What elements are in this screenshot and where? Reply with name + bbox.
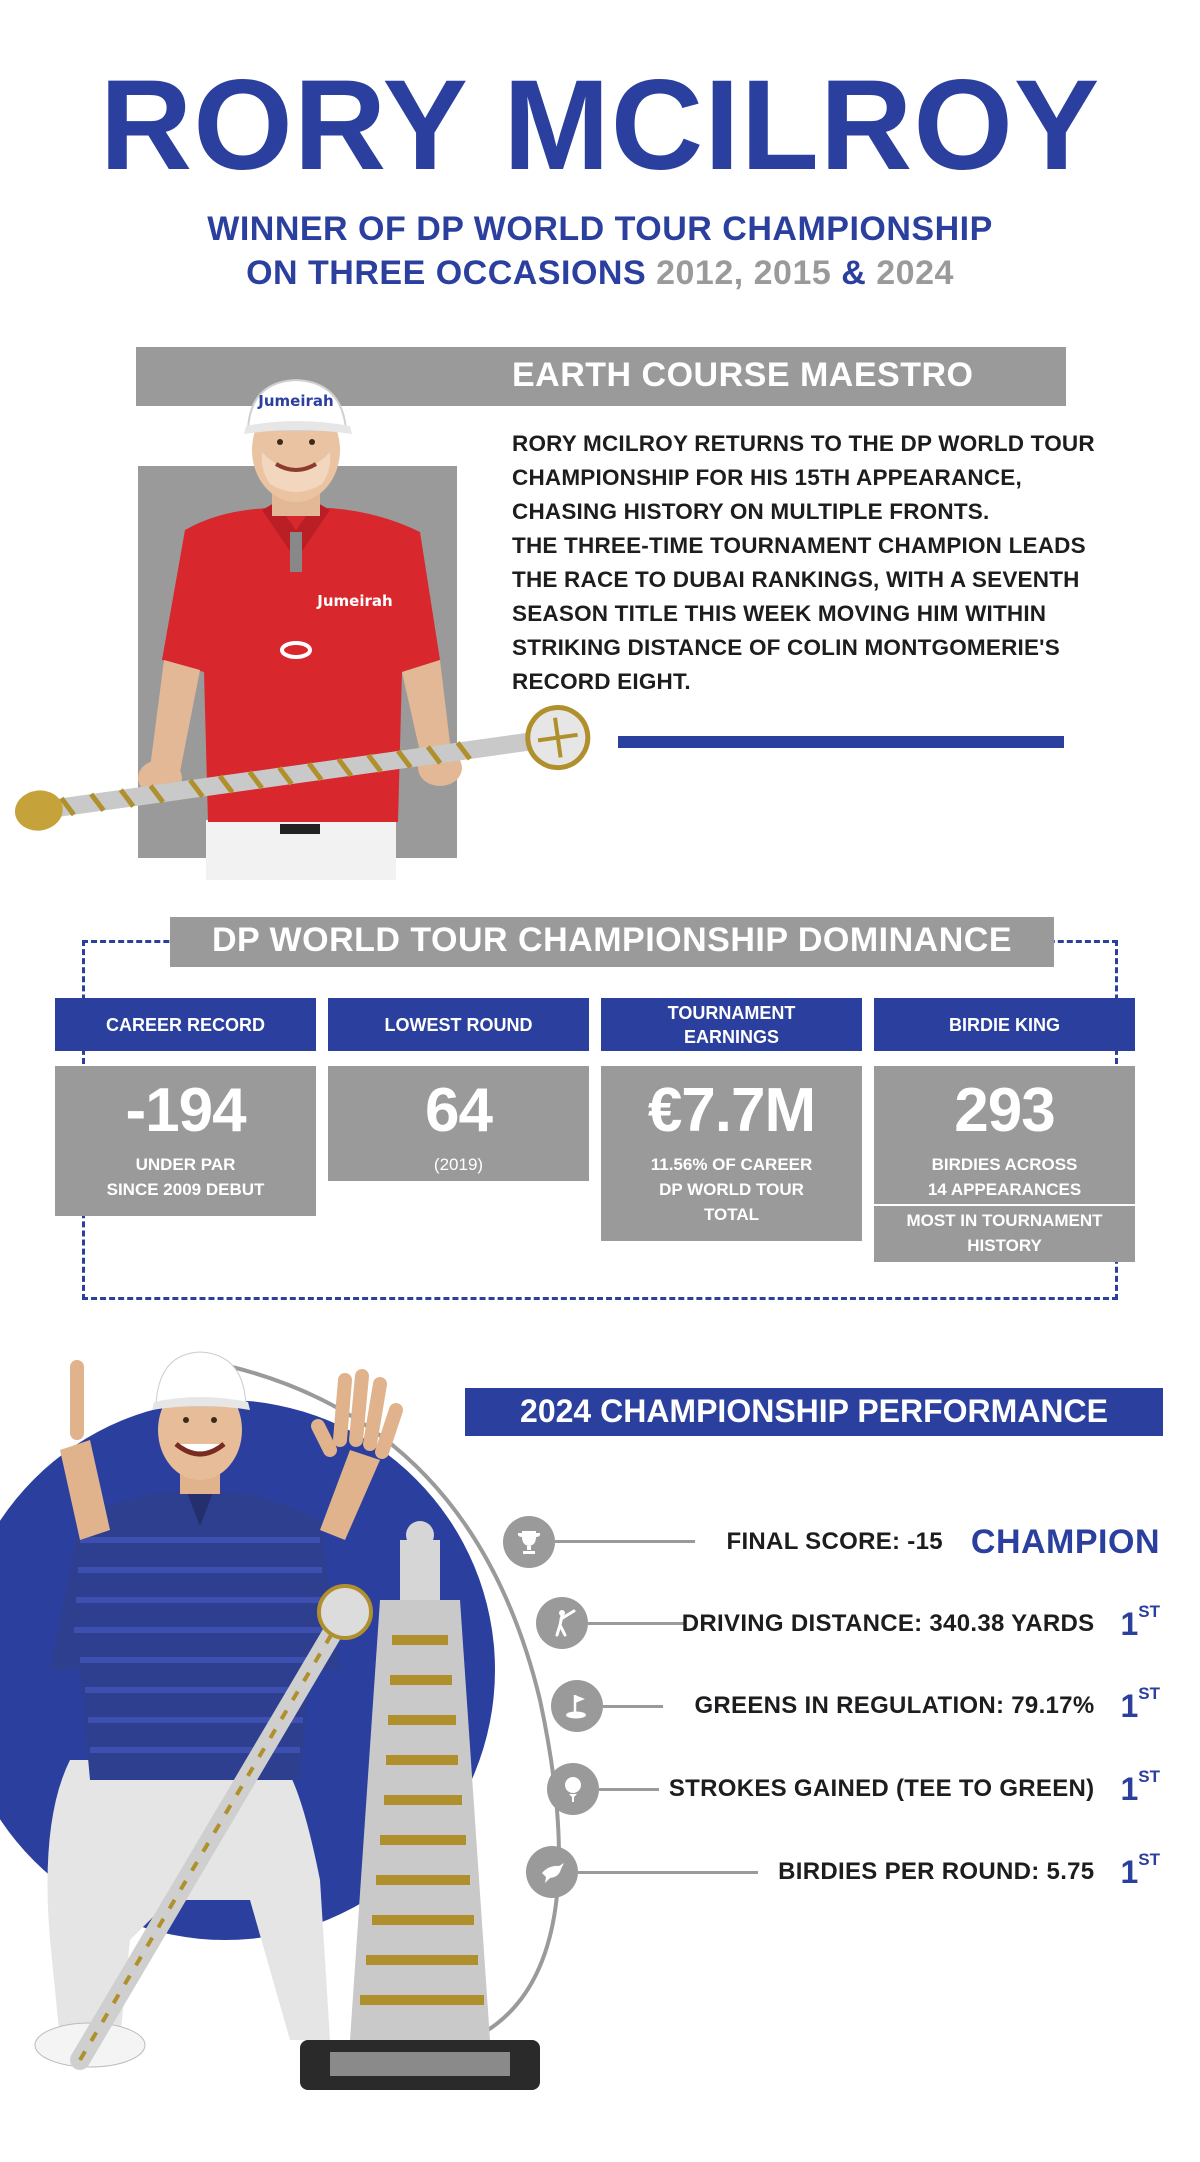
trophy-icon bbox=[503, 1516, 555, 1568]
maestro-title: EARTH COURSE MAESTRO bbox=[512, 356, 974, 394]
rank-suffix: ST bbox=[1138, 1849, 1160, 1869]
page-title: RORY MCILROY bbox=[99, 54, 1101, 197]
year-2015: 2015 bbox=[753, 254, 832, 292]
stat-card bbox=[874, 1066, 1135, 1262]
golfer-swing-icon bbox=[536, 1597, 588, 1649]
stat-header: BIRDIE KING bbox=[874, 998, 1135, 1051]
stat-note-line: SINCE 2009 DEBUT bbox=[106, 1180, 265, 1199]
stat-value: €7.7M bbox=[647, 1076, 816, 1145]
stat-note-line: (2019) bbox=[433, 1155, 484, 1174]
champion-label: CHAMPION bbox=[970, 1522, 1160, 1561]
perf-label: GREENS IN REGULATION: 79.17% bbox=[694, 1692, 1095, 1719]
rank-number: 1 bbox=[1120, 1853, 1139, 1890]
perf-label: STROKES GAINED (TEE TO GREEN) bbox=[668, 1775, 1095, 1802]
bio-line: CHAMPIONSHIP FOR HIS 15TH APPEARANCE, bbox=[512, 465, 1022, 490]
stat-note bbox=[601, 1152, 862, 1227]
champion-celebration-illustration bbox=[0, 1340, 600, 2162]
bio-line: RORY MCILROY RETURNS TO THE DP WORLD TOUR bbox=[512, 431, 1095, 456]
bio-line: STRIKING DISTANCE OF COLIN MONTGOMERIE'S bbox=[512, 635, 1060, 660]
stat-value: 293 bbox=[954, 1076, 1055, 1145]
stat-note bbox=[55, 1152, 316, 1202]
stat-note-line: 14 APPEARANCES bbox=[927, 1180, 1082, 1199]
perf-row-strokes-gained bbox=[620, 1766, 1160, 1809]
perf-label: DRIVING DISTANCE: 340.38 YARDS bbox=[681, 1610, 1095, 1637]
cap-logo-text: Jumeirah bbox=[258, 392, 334, 410]
stat-note-line: HISTORY bbox=[967, 1236, 1042, 1255]
stat-birdie-king bbox=[874, 998, 1135, 1262]
bird-icon bbox=[526, 1846, 578, 1898]
perf-rank bbox=[1120, 1766, 1160, 1808]
perf-row-driving-distance bbox=[600, 1601, 1160, 1644]
bio-line: CHASING HISTORY ON MULTIPLE FRONTS. bbox=[512, 499, 990, 524]
perf-row-final-score bbox=[700, 1522, 1160, 1562]
stat-value: 64 bbox=[425, 1076, 492, 1145]
stat-career-record bbox=[55, 998, 316, 1216]
subtitle-line-1: WINNER OF DP WORLD TOUR CHAMPIONSHIP bbox=[207, 210, 993, 248]
rank-number: 1 bbox=[1120, 1605, 1139, 1642]
stat-header bbox=[601, 998, 862, 1051]
perf-row-greens-in-regulation bbox=[620, 1683, 1160, 1726]
rank-suffix: ST bbox=[1138, 1601, 1160, 1621]
stat-lowest-round bbox=[328, 998, 589, 1181]
stat-note-line: DP WORLD TOUR bbox=[659, 1180, 804, 1199]
shirt-logo-text: Jumeirah bbox=[317, 592, 393, 610]
stat-header-line: EARNINGS bbox=[683, 1026, 779, 1047]
year-2024: 2024 bbox=[876, 254, 954, 292]
bio-line: THE THREE-TIME TOURNAMENT CHAMPION LEADS bbox=[512, 533, 1086, 558]
golf-ball-tee-icon bbox=[547, 1763, 599, 1815]
rank-suffix: ST bbox=[1138, 1766, 1160, 1786]
stat-note-line: BIRDIES ACROSS bbox=[931, 1155, 1078, 1174]
hole-flag-icon bbox=[551, 1680, 603, 1732]
stat-card bbox=[601, 1066, 862, 1241]
stat-note-line: 11.56% OF CAREER bbox=[650, 1155, 813, 1174]
stat-card bbox=[328, 1066, 589, 1181]
stat-card bbox=[55, 1066, 316, 1216]
bio-line: SEASON TITLE THIS WEEK MOVING HIM WITHIN bbox=[512, 601, 1047, 626]
stat-header: CAREER RECORD bbox=[55, 998, 316, 1051]
performance-title: 2024 CHAMPIONSHIP PERFORMANCE bbox=[520, 1393, 1108, 1429]
ampersand: & bbox=[841, 254, 867, 292]
stat-note-line: MOST IN TOURNAMENT bbox=[906, 1211, 1103, 1230]
rank-number: 1 bbox=[1120, 1687, 1139, 1724]
perf-rank bbox=[1120, 1601, 1160, 1643]
stat-header: LOWEST ROUND bbox=[328, 998, 589, 1051]
subtitle-line-2 bbox=[0, 254, 1200, 293]
bio-line: RECORD EIGHT. bbox=[512, 669, 691, 694]
rank-number: 1 bbox=[1120, 1770, 1139, 1807]
dominance-title: DP WORLD TOUR CHAMPIONSHIP DOMINANCE bbox=[211, 921, 1013, 959]
perf-rank bbox=[1120, 1683, 1160, 1725]
stat-value: -194 bbox=[125, 1076, 246, 1145]
stat-header-line: TOURNAMENT bbox=[667, 1002, 796, 1023]
year-2012: 2012, bbox=[656, 254, 744, 292]
perf-label: FINAL SCORE: -15 bbox=[726, 1528, 943, 1555]
accent-rule bbox=[618, 736, 1064, 748]
bio-line: THE RACE TO DUBAI RANKINGS, WITH A SEVENTH bbox=[512, 567, 1080, 592]
perf-label: BIRDIES PER ROUND: 5.75 bbox=[778, 1858, 1095, 1885]
perf-rank bbox=[1120, 1849, 1160, 1891]
stat-tournament-earnings bbox=[601, 998, 862, 1241]
stat-note-line: TOTAL bbox=[703, 1205, 760, 1224]
row-connector bbox=[555, 1540, 695, 1543]
stat-note-line: UNDER PAR bbox=[135, 1155, 236, 1174]
perf-row-birdies-per-round bbox=[720, 1849, 1160, 1892]
rank-suffix: ST bbox=[1138, 1683, 1160, 1703]
bio-paragraph bbox=[512, 427, 1112, 699]
stat-note bbox=[874, 1152, 1135, 1202]
subtitle-prefix: ON THREE OCCASIONS bbox=[246, 254, 647, 292]
stat-extra-note bbox=[874, 1204, 1135, 1258]
